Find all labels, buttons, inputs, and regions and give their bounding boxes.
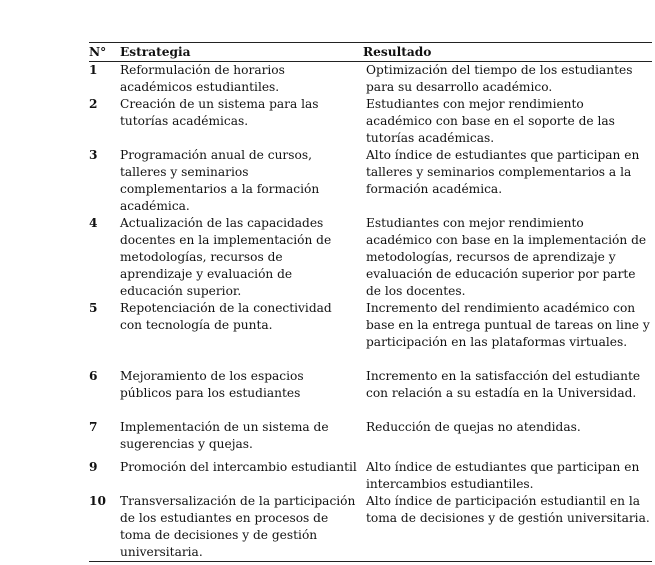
header-row xyxy=(89,43,652,62)
row-strategy: Programación anual de cursos, talleres y seminarios complementarios a la formación académica. xyxy=(120,148,320,213)
row-strategy: Repotenciación de la conectividad con tecnología de punta. xyxy=(120,301,332,332)
table-body xyxy=(89,62,652,562)
row-strategy: Mejoramiento de los espacios públicos para los estudiantes xyxy=(120,369,304,400)
row-result: Alto índice de estudiantes que participan en intercambios estudiantiles. xyxy=(366,460,640,491)
row-strategy: Reformulación de horarios académicos estudiantiles. xyxy=(120,63,285,94)
row-result: Incremento en la satisfacción del estudiante con relación a su estadía en la Universidad. xyxy=(366,369,641,400)
row-result: Optimización del tiempo de los estudiantes para su desarrollo académico. xyxy=(366,63,633,94)
row-number: 9 xyxy=(89,460,98,474)
table-row xyxy=(89,368,652,419)
table-row xyxy=(89,300,652,368)
table-row xyxy=(89,215,652,300)
table-row xyxy=(89,96,652,147)
row-number: 5 xyxy=(89,301,98,315)
row-strategy: Creación de un sistema para las tutorías académicas. xyxy=(120,97,319,128)
row-result: Alto índice de participación estudiantil en la toma de decisiones y de gestión universitaria. xyxy=(366,494,650,525)
row-strategy: Transversalización de la participación de los estudiantes en procesos de toma de decisiones y de gestión universitaria. xyxy=(120,494,356,559)
row-strategy: Promoción del intercambio estudiantil xyxy=(120,460,357,474)
table-row xyxy=(89,459,652,493)
header-strategy: Estrategia xyxy=(120,45,191,59)
header-result: Resultado xyxy=(363,45,432,59)
row-number: 10 xyxy=(89,494,106,508)
table-row xyxy=(89,419,652,459)
row-result: Alto índice de estudiantes que participan en talleres y seminarios complementarios a la formación académica. xyxy=(366,148,640,196)
row-number: 2 xyxy=(89,97,98,111)
row-number: 4 xyxy=(89,216,98,230)
row-result: Incremento del rendimiento académico con base en la entrega puntual de tareas on line y participación en las plataformas virtuales. xyxy=(366,301,650,349)
strategy-results-table xyxy=(89,42,652,562)
row-strategy: Actualización de las capacidades docentes en la implementación de metodologías, recursos de aprendizaje y evaluación de educación superior. xyxy=(120,216,332,298)
table-row xyxy=(89,493,652,562)
row-result: Estudiantes con mejor rendimiento académico con base en la implementación de metodologías, recursos de aprendizaje y evaluación de educación superior por parte de los docentes. xyxy=(366,216,647,298)
table-row xyxy=(89,62,652,97)
row-number: 3 xyxy=(89,148,98,162)
row-number: 6 xyxy=(89,369,98,383)
row-number: 1 xyxy=(89,63,98,77)
table-header xyxy=(89,43,652,62)
row-number: 7 xyxy=(89,420,98,434)
header-number: N° xyxy=(89,45,107,59)
row-result: Estudiantes con mejor rendimiento académico con base en el soporte de las tutorías académicas. xyxy=(366,97,615,145)
row-strategy: Implementación de un sistema de sugerencias y quejas. xyxy=(120,420,329,451)
row-result: Reducción de quejas no atendidas. xyxy=(366,420,581,434)
table-row xyxy=(89,147,652,215)
